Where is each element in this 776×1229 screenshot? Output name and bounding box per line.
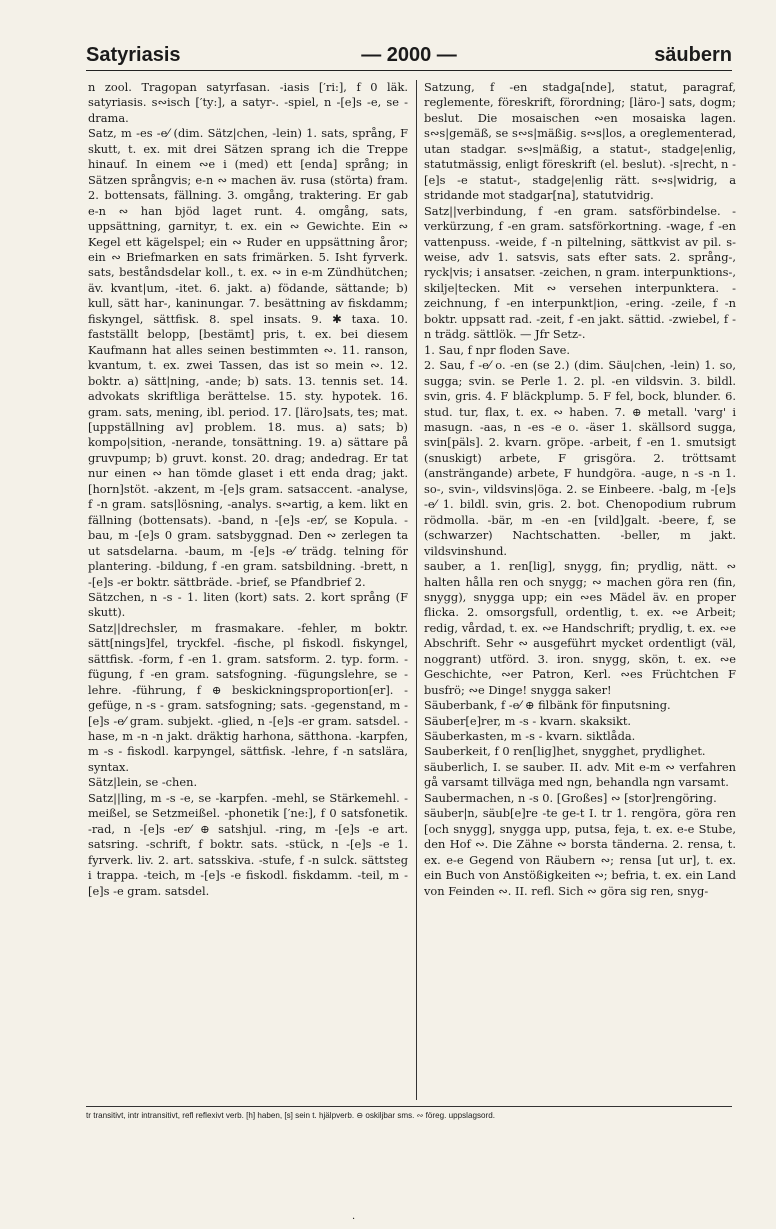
page-mark: ·	[352, 1214, 356, 1225]
left-column	[88, 80, 408, 1102]
dictionary-entry: Satz||ling, m -s -e, se -karpfen. -mehl, se Stärkemehl. -meißel, se Setzmeißel. -phonetik [′ne:], f 0 satsfonetik. -rad, n -[e]s -er⁄ ⊕ satshjul. -ring, m -[e]s -e art. satsring. -schrift, f boktr. sats. -stück, n -[e]s -e 1. fyrverk. liv. 2. art. satsskiva. -stufe, f -n sulck. sättsteg i trappa. -teich, m -[e]s -e fiskodl. fiskdamm. -teil, m -[e]s -e gram. satsdel.	[88, 790, 408, 898]
header-left-catchword: Satyriasis	[86, 44, 181, 66]
dictionary-entry: n zool. Tragopan satyrfasan. -iasis [′ri:], f 0 läk. satyriasis. s∾isch [′ty:], a satyr-. -spiel, n -[e]s -e, se -drama.	[88, 80, 408, 125]
dictionary-entry: 2. Sau, f -e⁄ o. -en (se 2.) (dim. Säu|chen, -lein) 1. so, sugga; svin. se Perle 1. 2. pl. -en vildsvin. 3. bildl. svin, gris. 4. F bläckplump. 5. F fel, bock, blunder. 6. stud. tur, flax, t. ex. ∾ haben. 7. ⊕ metall. 'varg' i masugn. -aas, n -es -e o. -äser 1. skällsord sugga, svin[päls]. 2. kvarn. gröpe. -arbeit, f -en 1. smutsigt (snuskigt) arbete, F grisgöra. 2. tröttsamt (ansträngande) arbete, F hundgöra. -auge, n -s -n 1. so-, svin-, vildsvins|öga. 2. se Einbeere. -balg, m -[e]s -e⁄ 1. bildl. svin, gris. 2. bot. Chenopodium rubrum rödmolla. -bär, m -en -en [vild]galt. -beere, f, se (schwarzer) Nachtschatten. -beller, m jakt. vildsvinshund.	[424, 358, 736, 558]
right-column	[424, 80, 736, 1102]
column-divider	[416, 80, 417, 1100]
header-right-catchword: säubern	[654, 44, 732, 66]
dictionary-entry: Satz, m -es -e⁄ (dim. Sätz|chen, -lein) 1. sats, språng, F skutt, t. ex. mit drei Sätzen sprang ich die Treppe hinauf. In einem ∾e i (med) ett [enda] språng; in Sätzen språngvis; e-n ∾ machen äv. rusa (störta) fram. 2. bottensats, fällning. 3. omgång, traktering. Er gab e-n ∾ han bjöd laget runt. 4. omgång, sats, uppsättning, garnityr, t. ex. ein ∾ Gewichte. Ein ∾ Kegel ett kägelspel; ein ∾ Ruder en uppsättning åror; ein ∾ Briefmarken en sats frimärken. 5. Isht fyrverk. sats, beståndsdelar koll., t. ex. ∾ in e-m Zündhütchen; äv. kvant|um, -itet. 6. jakt. a) födande, sättande; b) kull, sätt har-, kaninungar. 7. besättning av fiskdamm; fiskyngel, sättfisk. 8. spel insats. 9. ✱ taxa. 10. fastställt belopp, [bestämt] pris, t. ex. bei diesem Kaufmann hat alles seinen bestimmten ∾. 11. ranson, kvantum, t. ex. zwei Tassen, das ist so mein ∾. 12. boktr. a) sätt|ning, -ande; b) sats. 13. tennis set. 14. advokats skriftliga berättelse. 15. sty. hypotek. 16. gram. sats, mening, ibl. period. 17. [läro]sats, tes; mat. [uppställning av] problem. 18. mus. a) sats; b) kompo|sition, -nerande, tonsättning. 19. a) sättare på gruvpump; b) gruvt. konst. 20. drag; andedrag. Er tat nur einen ∾ han tömde glaset i ett enda drag; jakt. [horn]stöt. -akzent, m -[e]s gram. satsaccent. -analyse, f -n gram. sats|lösning, -analys. s∾artig, a kem. likt en fällning (bottensats). -band, n -[e]s -er⁄, se Kopula. -bau, m -[e]s 0 gram. satsbyggnad. Den ∾ zerlegen ta ut satsdelarna. -baum, m -[e]s -e⁄ trädg. telning för plantering. -bildung, f -en gram. satsbildning. -brett, n -[e]s -er boktr. sättbräde. -brief, se Pfandbrief 2.	[88, 126, 408, 589]
page-header	[86, 38, 732, 70]
dictionary-entry: säuber|n, säub[e]re -te ge-t I. tr 1. rengöra, göra ren [och snygg], snygga upp, putsa, feja, t. ex. e-e Stube, den Hof ∾. Die Zähne ∾ borsta tänderna. 2. rensa, t. ex. e-e Gegend von Räubern ∾; rensa [ut ur], t. ex. ein Buch von Anstößigkeiten ∾; befria, t. ex. ein Land von Feinden ∾. II. refl. Sich ∾ göra sig ren, snyg-	[424, 806, 736, 898]
dictionary-entry: Säuber[e]rer, m -s - kvarn. skaksikt.	[424, 713, 632, 728]
dictionary-entry: Satzung, f -en stadga[nde], statut, paragraf, reglemente, föreskrift, förordning; [läro-] sats, dogm; beslut. Die mosaischen ∾en mosaiska lagen. s∾s|gemäß, se s∾s|mäßig. s∾s|los, a oreglementerad, utan stadgar. s∾s|mäßig, a statut-, stadge|enlig, statutmässig, enligt föreskrift (el. beslut). -s|recht, n -[e]s -e statut-, stadge|enlig rätt. s∾s|widrig, a stridande mot stadgar[na], statutvidrig.	[424, 80, 736, 203]
footer-rule	[86, 1106, 732, 1107]
dictionary-entry: Satz||drechsler, m frasmakare. -fehler, m boktr. sätt[nings]fel, tryckfel. -fische, pl fiskodl. fiskyngel, sättfisk. -form, f -en 1. gram. satsform. 2. typ. form. -fügung, f -en gram. satsfogning. -fügungslehre, se -lehre. -führung, f ⊕ beskickningsproportion[er]. -gefüge, n -s - gram. satsfogning; sats. -gegenstand, m -[e]s -e⁄ gram. subjekt. -glied, n -[e]s -er gram. satsdel. -hase, m -n -n jakt. dräktig harhona, sätthona. -karpfen, m -s - fiskodl. karpyngel, sättfisk. -lehre, f -n satslära, syntax.	[88, 620, 408, 774]
header-rule	[86, 70, 732, 71]
dictionary-entry: säuberlich, I. se sauber. II. adv. Mit e-m ∾ verfahren gå varsamt tillväga med ngn, behandla ngn varsamt.	[424, 759, 736, 790]
dictionary-entry: sauber, a 1. ren[lig], snygg, fin; prydlig, nätt. ∾ halten hålla ren och snygg; ∾ machen göra ren (fin, snygg), snygga upp; ein ∾es Mädel äv. en proper flicka. 2. omsorgsfull, ordentlig, t. ex. ∾e Arbeit; redig, vårdad, t. ex. ∾e Handschrift; prydlig, t. ex. ∾e Abschrift. Sehr ∾ ausgeführt mycket ordentligt (väl, noggrant) utförd. 3. iron. snygg, skön, t. ex. ∾e Geschichte, ∾er Patron, Kerl. ∾es Früchtchen F busfrö; ∾e Dinge! snygga saker!	[424, 559, 736, 697]
dictionary-entry: Säuberkasten, m -s - kvarn. siktlåda.	[424, 729, 636, 744]
dictionary-entry: 1. Sau, f npr floden Save.	[424, 342, 571, 357]
dictionary-entry: Sätzchen, n -s - 1. liten (kort) sats. 2. kort språng (F skutt).	[88, 589, 408, 620]
dictionary-entry: Sätz|lein, se -chen.	[88, 775, 198, 790]
page-number: — 2000 —	[361, 44, 457, 66]
dictionary-entry: Säuberbank, f -e⁄ ⊕ filbänk för finputsning.	[424, 698, 671, 713]
dictionary-entry: Sauberkeit, f 0 ren[lig]het, snygghet, prydlighet.	[424, 744, 706, 759]
dictionary-entry: Saubermachen, n -s 0. [Großes] ∾ [stor]rengöring.	[424, 790, 717, 805]
abbreviation-legend: tr transitivt, intr intransitivt, refl reflexivt verb. [h] haben, [s] sein t. hjälpverb. ⊖ oskiljbar sms. ∾ föreg. uppslagsord.	[86, 1111, 495, 1120]
dictionary-entry: Satz||verbindung, f -en gram. satsförbindelse. -verkürzung, f -en gram. satsförkortning. -wage, f -en vattenpuss. -weide, f -n piltelning, sättkvist av pil. s-weise, adv 1. satsvis, sats efter sats. 2. språng-, ryck|vis; i ansatser. -zeichen, n gram. interpunktions-, skilje|tecken. Mit ∾ versehen interpunktera. -zeichnung, f -en interpunkt|ion, -ering. -zeile, f -n boktr. uppsatt rad. -zeit, f -en jakt. sättid. -zwiebel, f -n trädg. sättlök. — Jfr Setz-.	[424, 203, 736, 342]
